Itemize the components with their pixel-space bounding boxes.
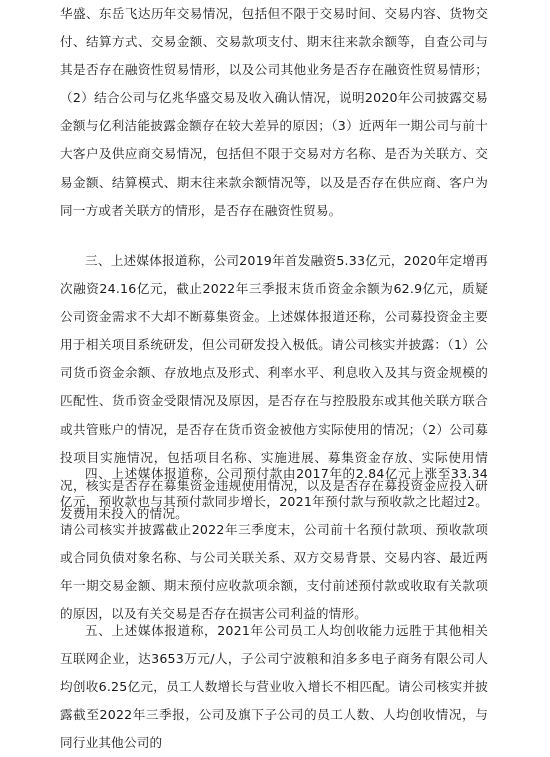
- paragraph-continuation: 华盛、东岳飞达历年交易情况，包括但不限于交易时间、交易内容、货物交付、结算方式、交易金额、交易款项支付、期末往来款余额等，自查公司与其是否存在融资性贸易情形，以及公司其他业务是否存在融资性贸易情形；（2）结合公司与亿兆华盛交易及收入确认情况，说明2020年公司披露交易金额与亿利洁能披露金额存在较大差异的原因；（3）近两年一期公司与前十大客户及供应商交易情况，包括但不限于交易对方名称、是否为关联方、交易金额、结算模式、期末往来款余额情况等，以及是否存在供应商、客户为同一方或者关联方的情形，是否存在融资性贸易。: [60, 6, 488, 218]
- paragraph-item-3: 三、上述媒体报道称，公司2019年首发融资5.33亿元，2020年定增再次融资24.16亿元，截止2022年三季报末货币资金余额为62.9亿元，质疑公司资金需求不大却不断募集资金。上述媒体报道还称，公司募投资金主要用于相关项目系统研发，但公司研发投入极低。请公司核实并披露：（1）公司货币资金余额、存放地点及形式、利率水平、利息收入及其与资金规模的匹配性、货币资金受限情况及原因，是否存在与控股股东或其他关联方联合或共管账户的情况，是否存在货币资金被他方实际使用的情况；（2）公司募投项目实施情况，包括项目名称、实施进展、募集资金存放、实际使用情况，核实是否存在募集资金违规使用情况，以及是否存在募投资金应投入研发费用未投入的情况。: [60, 253, 488, 521]
- paragraph-item-4: 四、上述媒体报道称，公司预付款由2017年的2.84亿元上涨至33.34亿元，预收款也与其预付款同步增长，2021年预付款与预收款之比超过2。请公司核实并披露截止2022年三季度末，公司前十名预付款项、预收款项或合同负债对象名称、与公司关联关系、双方交易背景、交易内容、最近两年一期交易金额、期末预付应收款项余额，支付前述预付款或收取有关款项的原因，以及有关交易是否存在损害公司利益的情形。: [60, 466, 488, 622]
- paragraph-item-5: 五、上述媒体报道称，2021年公司员工人均创收能力远胜于其他相关互联网企业，达3653万元/人，子公司宁波粮和洎多多电子商务有限公司人均创收6.25亿元，员工人数增长与营业收入增长不相匹配。请公司核实并披露截至2022年三季报，公司及旗下子公司的员工人数、人均创收情况，与同行业其他公司的: [60, 623, 488, 751]
- document-page: [60, 0, 488, 752]
